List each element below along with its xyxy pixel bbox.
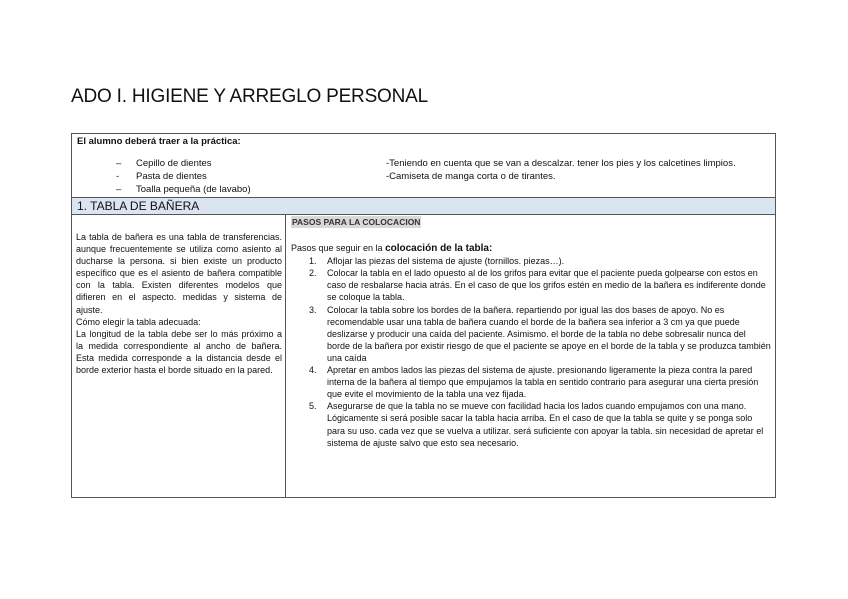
step-text: Aflojar las piezas del sistema de ajuste (tornillos. piezas…). xyxy=(327,256,565,267)
note-line: -Teniendo en cuenta que se van a descalzar. tener los pies y los calcetines limpios. xyxy=(386,158,736,169)
section-header xyxy=(72,197,775,215)
step-item xyxy=(291,304,771,364)
content-table xyxy=(71,133,776,498)
list-bullet: – xyxy=(116,184,122,195)
step-text: Apretar en ambos lados las piezas del sistema de ajuste. presionando ligeramente la pieza contra la pared interna de la bañera al tiempo que empujamos la tabla en sentido contrario para asegurar una cierta presión que evite el movimiento de la tabla una vez fijada. xyxy=(327,365,759,400)
step-item xyxy=(291,400,771,448)
requirements-notes xyxy=(386,157,736,183)
requirements-list xyxy=(116,157,251,196)
list-item xyxy=(116,157,251,170)
steps-intro-bold: colocación de la tabla: xyxy=(385,243,493,255)
list-bullet: - xyxy=(116,171,120,182)
step-item xyxy=(291,267,771,303)
column-divider xyxy=(285,215,286,498)
description-paragraph: La tabla de bañera es una tabla de transferencias. aunque frecuentemente se utiliza como asiento al ducharse la persona. si bien existe un producto específico que es el asiento de bañera compatible con la tabla. Existen diferentes modelos que difieren en el aspecto. medidas y sistema de ajuste. xyxy=(76,232,282,315)
step-number: 5. xyxy=(309,401,317,412)
description-column xyxy=(76,231,282,376)
section-title: 1. TABLA DE BAÑERA xyxy=(77,199,200,213)
step-item xyxy=(291,364,771,400)
note-line: -Camiseta de manga corta o de tirantes. xyxy=(386,171,556,182)
step-text: Colocar la tabla sobre los bordes de la bañera. repartiendo por igual las dos bases de apoyo. No es recomendable usar una tabla de bañera cuando el borde de la bañera sea inferior a 3 cm ya que puede deslizarse y producir una caída del paciente. Asimismo. el borde de la tabla no debe sobresalir nunca del borde de la bañera por existir riesgo de que el paciente se apoye en el borde de la tabla y se produzca también una caída xyxy=(327,304,771,363)
step-text: Colocar la tabla en el lado opuesto al de los grifos para evitar que el paciente pueda golpearse con estos en caso de resbalarse hacia atrás. En el caso de que los grifos estén en medio de la bañera es indiferente donde se coloque la tabla. xyxy=(327,268,766,303)
list-item-text: Cepillo de dientes xyxy=(136,158,212,169)
list-bullet: – xyxy=(116,158,122,169)
step-number: 1. xyxy=(309,256,317,267)
step-number: 3. xyxy=(309,304,317,315)
list-item xyxy=(116,183,251,196)
step-number: 2. xyxy=(309,268,317,279)
steps-list xyxy=(291,255,771,449)
description-subheading: Cómo elegir la tabla adecuada: xyxy=(76,316,201,327)
step-text: Asegurarse de que la tabla no se mueve con facilidad hacia los lados cuando empujamos con una mano. Lógicamente si será posible sacar la tabla hacia arriba. En el caso de que la tabla se quite y se ponga solo para su uso. cada vez que se vuelva a utilizar. será suficiente con apoyar la tabla. sin necesidad de apretar el sistema de ajuste salvo que esto sea necesario. xyxy=(327,401,764,448)
steps-intro-text: Pasos que seguir en la xyxy=(291,243,386,254)
steps-column xyxy=(291,215,771,449)
requirements-heading: El alumno deberá traer a la práctica: xyxy=(77,136,241,147)
list-item-text: Toalla pequeña (de lavabo) xyxy=(136,184,251,195)
page-title: ADO I. HIGIENE Y ARREGLO PERSONAL xyxy=(71,86,428,107)
list-item xyxy=(116,170,251,183)
description-paragraph: La longitud de la tabla debe ser lo más próximo a la medida correspondiente al ancho de bañera. Esta medida corresponde a la distancia desde el borde exterior hasta el borde situado en la pared. xyxy=(76,328,282,376)
step-number: 4. xyxy=(309,365,317,376)
steps-intro xyxy=(291,242,771,255)
steps-heading: PASOS PARA LA COLOCACION xyxy=(292,217,421,227)
requirements-block xyxy=(72,134,775,197)
list-item-text: Pasta de dientes xyxy=(136,171,207,182)
step-item xyxy=(291,255,771,267)
